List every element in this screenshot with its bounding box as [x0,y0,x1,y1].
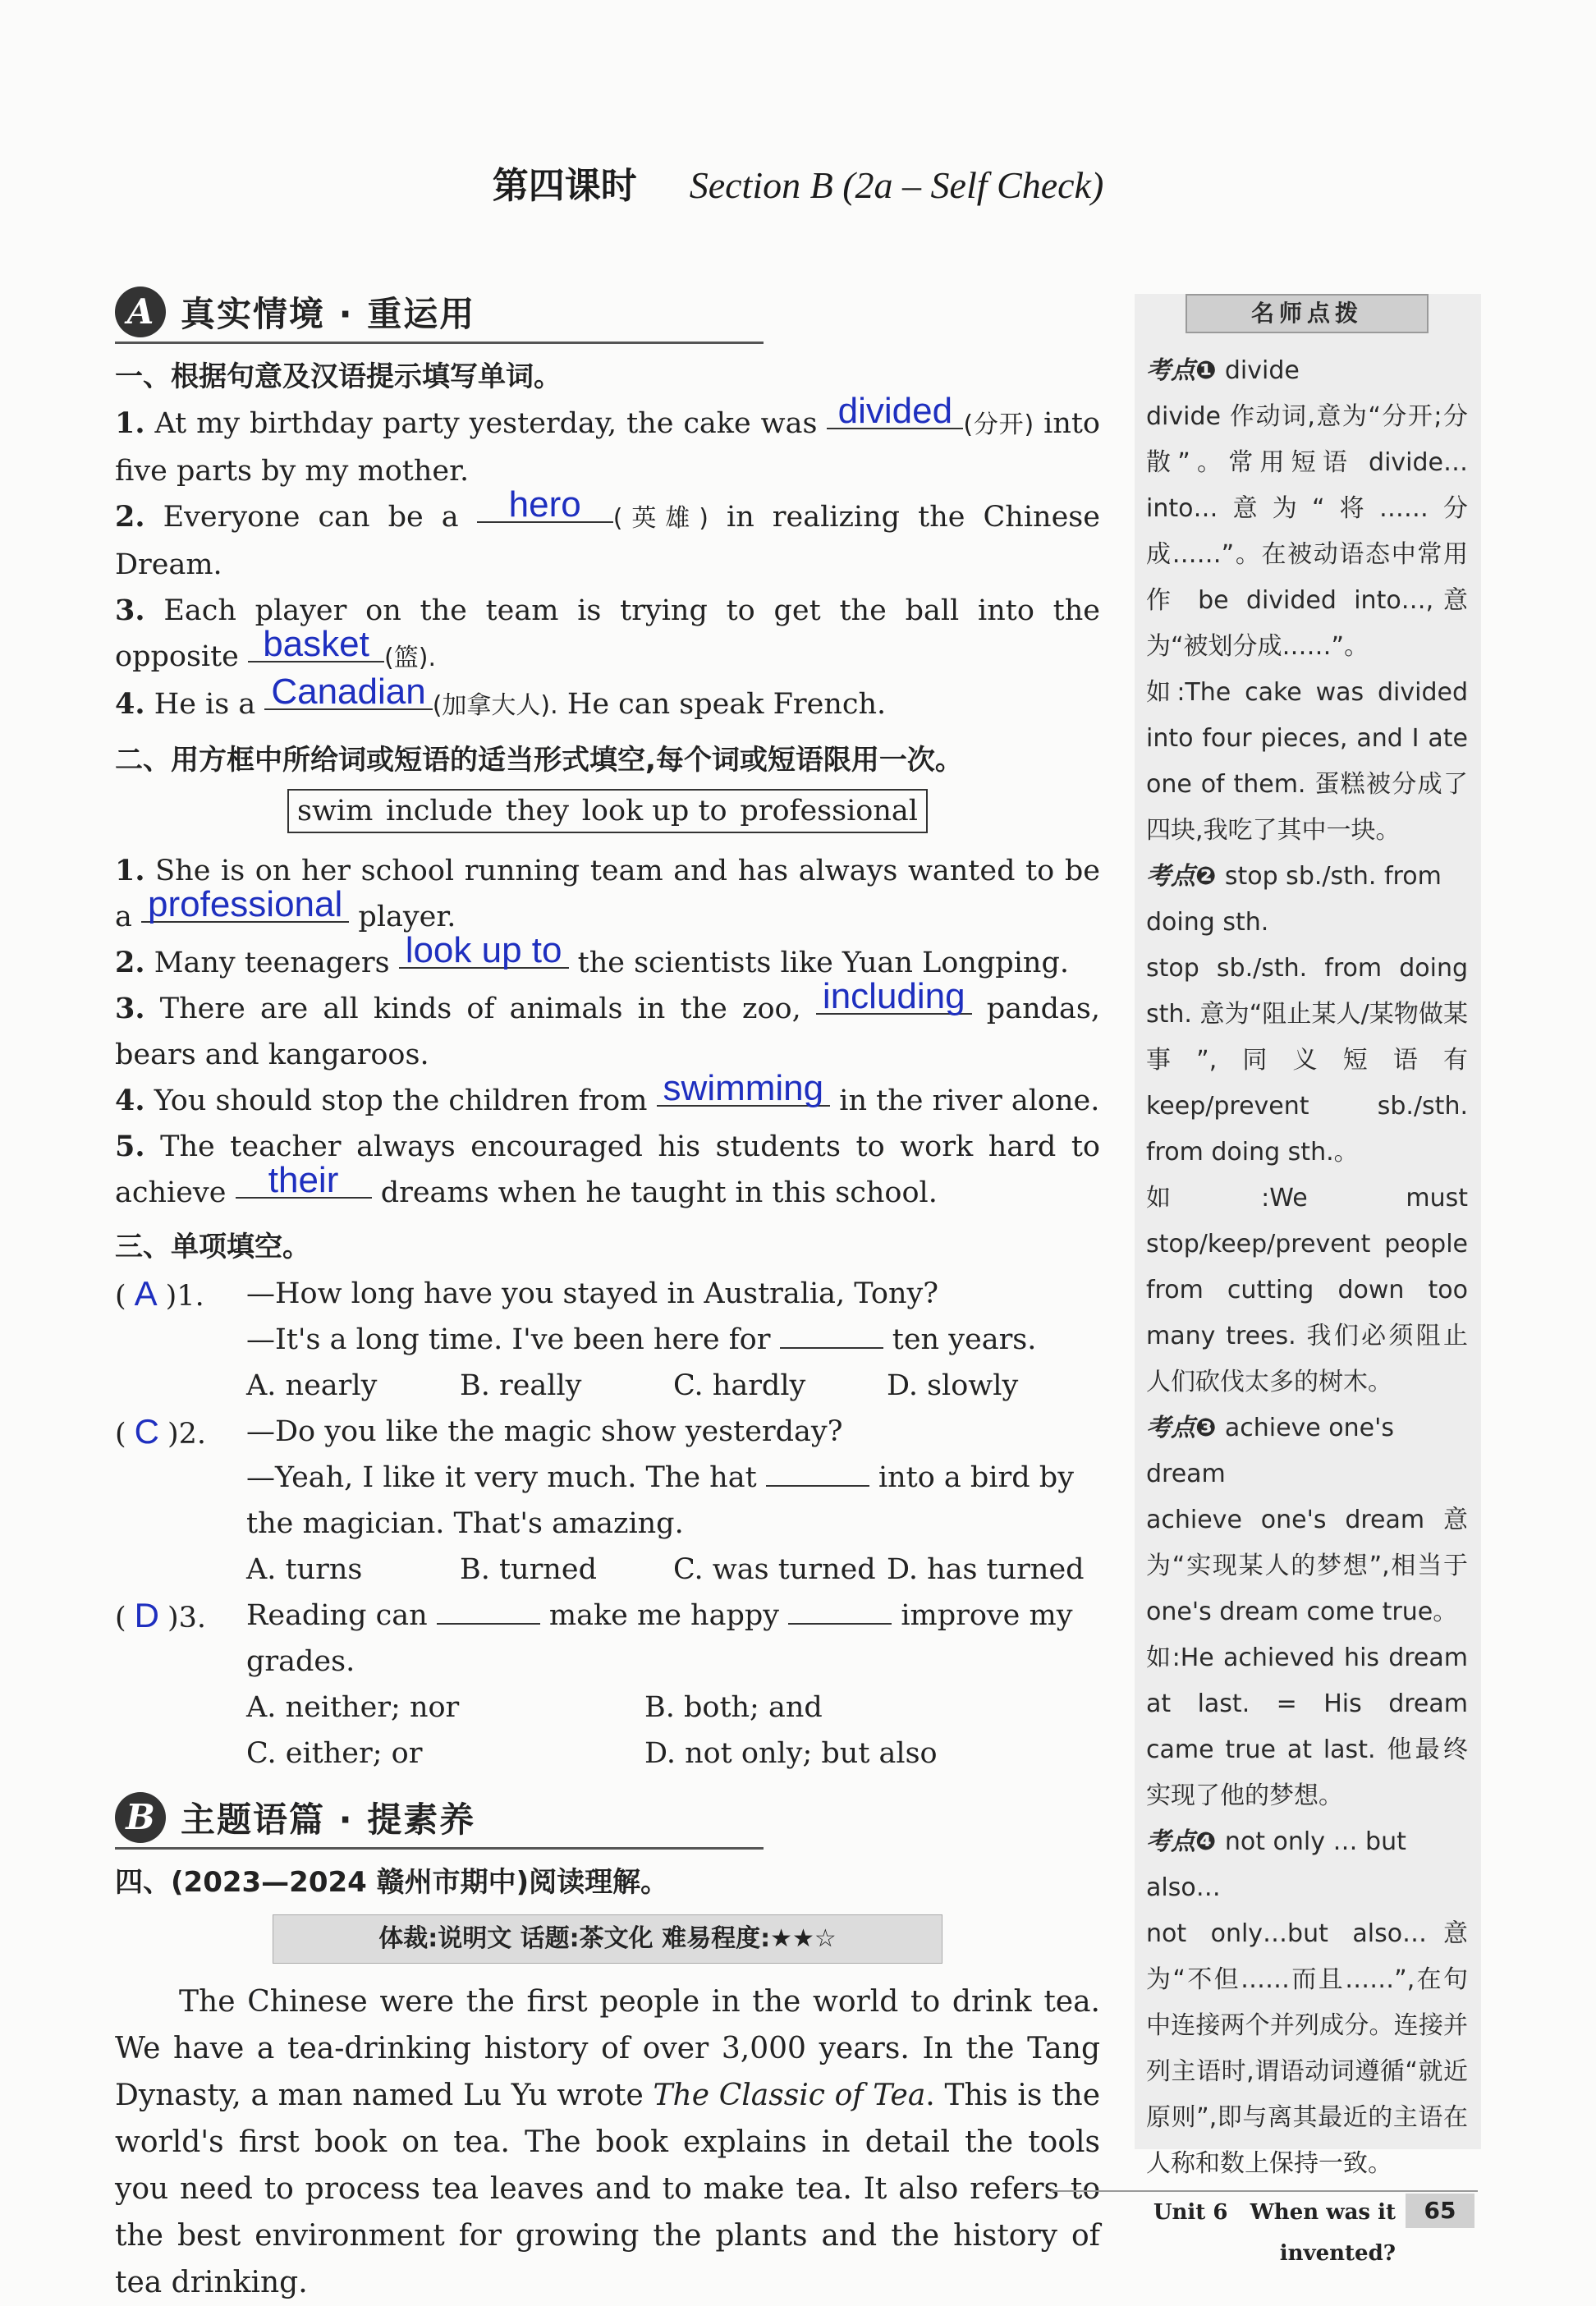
option[interactable]: C. hardly [673,1369,806,1402]
mc-question-2: ( C )2. —Do you like the magic show yesterday? —Yeah, I like it very much. The hat into a bird by the magician. That's amazing. [115,1412,1074,1540]
option[interactable]: A. neither; nor [246,1691,460,1724]
blank-line [766,1460,869,1487]
part2-q5: 5. The teacher always encouraged his students to work hard to achieve their dreams when he taught in this school. [115,1130,1100,1209]
option[interactable]: A. turns [246,1553,363,1586]
mc-options-3b [115,1731,1100,1776]
answer-field[interactable]: including [816,980,972,1015]
option[interactable]: B. both; and [644,1691,823,1724]
mc-answer[interactable]: A [134,1274,158,1313]
part2-title: 二、用方框中所给词或短语的适当形式填空,每个词或短语限用一次。 [115,744,963,777]
answer-field[interactable]: hero [477,488,613,523]
key-point-2: 考点❷ stop sb./sth. from doing sth. [1146,862,1442,937]
answer-field[interactable]: divided [827,395,963,429]
option[interactable]: B. turned [460,1553,597,1586]
lesson-title-en: Section B (2a – Self Check) [689,164,1104,206]
mc-options-1 [115,1363,1100,1409]
page-title [0,156,1596,209]
part1-q3: 3. Each player on the team is trying to get the ball into the opposite basket (篮). [115,594,1100,673]
section-b-title: 主题语篇 · 提素养 [181,1799,476,1840]
option[interactable]: D. not only; but also [644,1737,938,1770]
part2-q3: 3. There are all kinds of animals in the zoo, including pandas, bears and kangaroos. [115,976,1100,1071]
sidebar-label: 名师点拨 [1186,294,1429,333]
section-a-title: 真实情境 · 重运用 [181,294,476,334]
part4-title: 四、(2023—2024 赣州市期中)阅读理解。 [115,1866,669,1899]
key-point-1: 考点❶ divide [1146,356,1300,385]
part2-q1: 1. She is on her school running team and has always wanted to be a professional player. [115,854,1100,933]
answer-field[interactable]: look up to [399,934,569,969]
part1-q2: 2. Everyone can be a hero (英雄) in realizing the Chinese Dream. [115,484,1100,581]
part2-q4: 4. You should stop the children from swimming in the river alone. [115,1068,1100,1117]
part2-q2: 2. Many teenagers look up to the scientists like Yuan Longping. [115,930,1069,979]
page-footer: Unit 6 When was it invented? [1051,2190,1478,2231]
word-box-item: look up to [581,795,727,828]
part3-title: 三、单项填空。 [115,1231,310,1263]
mc-options-2 [115,1547,1100,1593]
answer-field[interactable]: Canadian [264,676,432,710]
key-point-3: 考点❸ achieve one's dream [1146,1414,1394,1488]
word-box-item: include [386,795,493,828]
genre-bar: 体裁:说明文 话题:茶文化 难易程度:★★☆ [273,1914,942,1964]
teacher-tips-sidebar: 名师点拨 考点❶ divide divide 作动词,意为“分开;分散”。常用短语 divide…into…意为“将……分成……”。在被动语态中常用作 be divided into…,意为“被划分成……”。 如:The cake was divided into four pieces, and I ate one of them. 蛋糕被分成了四块,我吃了其中一块。 考点❷ stop sb./sth. from doing sth. stop sb./sth. from doing sth. 意为“阻止某人/某物做某事”,同义短语有 keep/prevent sb./sth. from doing sth.。 如:We must stop/keep/prevent people from cutting down too many trees. 我们必须阻止人们砍伐太多的树木。 考点❸ achieve one's dream achieve one's dream 意为“实现某人的梦想”,相当于 one's dream come true。 如:He achieved his dream at last. = His dream came true at last. 他最终实现了他的梦想。 考点❹ not only … but also… not only…but also…意为“不但……而且……”,在句中连接两个并列成分。连接并列主语时,谓语动词遵循“就近原则”,即与离其最近的主语在人称和数上保持一致。 [1135,294,1481,2149]
mc-answer[interactable]: D [134,1596,159,1634]
mc-options-3 [115,1685,1100,1731]
section-a-banner [115,282,764,344]
lesson-title-zh: 第四课时 [492,165,637,207]
option[interactable]: C. either; or [246,1737,423,1770]
option[interactable]: B. really [460,1369,582,1402]
section-b-badge: B [115,1792,166,1843]
page-number: 65 [1406,2194,1474,2228]
part1-q4: 4. He is a Canadian (加拿大人). He can speak French. [115,672,887,721]
reading-passage: The Chinese were the first people in the world to drink tea. We have a tea-drinking history of over 3,000 years. In the Tang Dynasty, a man named Lu Yu wrote The Classic of Tea. This is the world's first book on tea. The book explains in detail the tools you need to process tea leaves and to make tea. It also refers to the best environment for growing the plants and the history of tea drinking. [115,1985,1100,2299]
word-box-item: swim [297,795,374,828]
mc-question-3: ( D )3. Reading can make me happy improve my grades. [115,1596,1073,1678]
key-point-4: 考点❹ not only … but also… [1146,1827,1406,1902]
answer-field[interactable]: their [236,1164,372,1199]
book-title: The Classic of Tea [653,2079,926,2112]
blank-line [437,1598,540,1625]
blank-line [780,1323,883,1349]
option[interactable]: A. nearly [246,1369,378,1402]
option[interactable]: D. slowly [887,1369,1019,1402]
section-b-banner [115,1788,764,1850]
word-box [287,789,928,833]
exercise-column [115,271,1100,2306]
word-box-item: professional [740,795,918,828]
answer-field[interactable]: professional [141,888,349,923]
part1-q1: 1. At my birthday party yesterday, the cake was divided (分开) into five parts by my mother. [115,391,1100,488]
section-a-badge: A [115,287,166,337]
option[interactable]: D. has turned [887,1553,1085,1586]
mc-question-1: ( A )1. —How long have you stayed in Australia, Tony? —It's a long time. I've been here for ten years. [115,1274,1037,1356]
word-box-item: they [505,795,570,828]
answer-field[interactable]: basket [248,628,384,662]
option[interactable]: C. was turned [673,1553,876,1586]
mc-answer[interactable]: C [134,1412,159,1451]
part1-title: 一、根据句意及汉语提示填写单词。 [115,360,562,393]
blank-line [788,1598,892,1625]
answer-field[interactable]: swimming [657,1072,831,1107]
